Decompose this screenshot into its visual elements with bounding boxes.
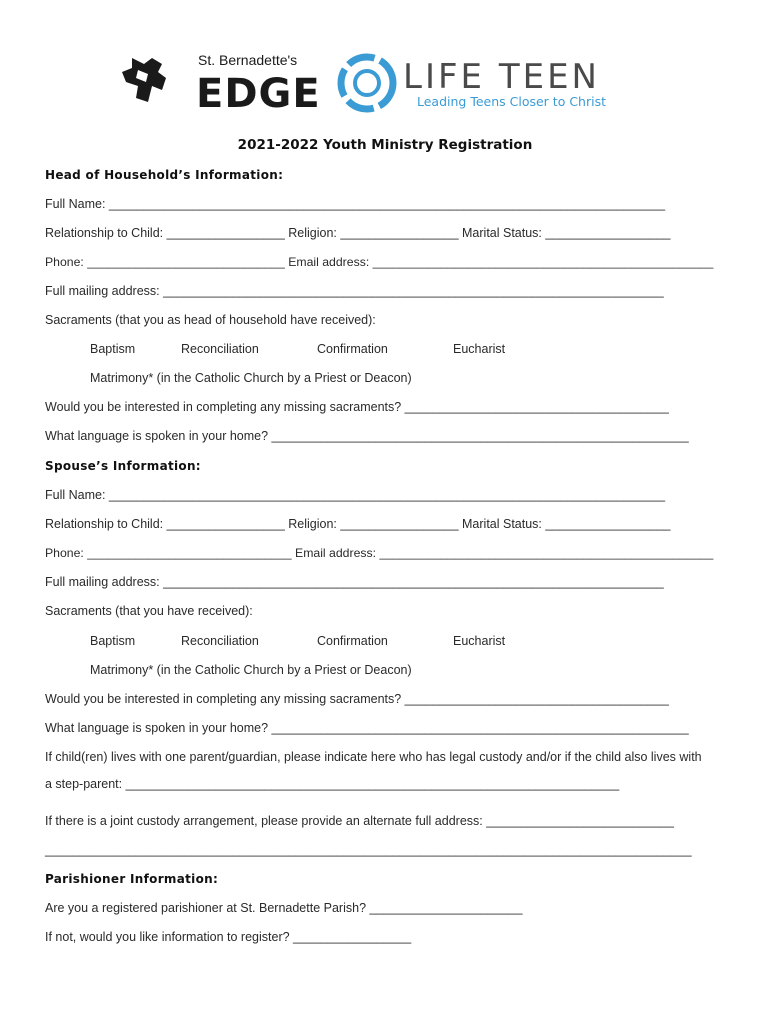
spouse-full-name-field[interactable]: Full Name: ________________________________________________________________________________ bbox=[45, 488, 666, 502]
joint-custody-address-field[interactable]: If there is a joint custody arrangement, please provide an alternate full address: ___________________________ bbox=[45, 814, 674, 828]
spouse-sacrament-baptism[interactable]: Baptism bbox=[90, 634, 136, 648]
edge-logo-big-text: EDGE bbox=[196, 71, 321, 112]
head-home-language-field[interactable]: What language is spoken in your home? ____________________________________________________________ bbox=[45, 429, 689, 443]
head-sacrament-matrimony[interactable]: Matrimony* (in the Catholic Church by a Priest or Deacon) bbox=[90, 371, 412, 385]
spouse-mailing-address-field[interactable]: Full mailing address: ________________________________________________________________________ bbox=[45, 575, 664, 589]
joint-custody-address-continued-field[interactable]: _____________________________________________________________________________________________ bbox=[45, 843, 692, 857]
form-title: 2021-2022 Youth Ministry Registration bbox=[237, 137, 533, 153]
edge-logo-small-text: St. Bernadette's bbox=[198, 52, 298, 68]
custody-question: If child(ren) lives with one parent/guardian, please indicate here who has legal custody and/or if the child also lives with bbox=[45, 750, 702, 764]
head-of-household-heading: Head of Household’s Information: bbox=[45, 168, 284, 182]
spouse-sacrament-confirmation[interactable]: Confirmation bbox=[317, 634, 388, 648]
edge-logo bbox=[118, 50, 323, 112]
register-info-field[interactable]: If not, would you like information to register? _________________ bbox=[45, 930, 412, 944]
head-sacraments-label: Sacraments (that you as head of household have received): bbox=[45, 313, 376, 327]
parishioner-heading: Parishioner Information: bbox=[45, 872, 219, 886]
lifeteen-tagline: Leading Teens Closer to Christ bbox=[417, 94, 606, 109]
spouse-sacrament-eucharist[interactable]: Eucharist bbox=[453, 634, 506, 648]
head-sacrament-confirmation[interactable]: Confirmation bbox=[317, 342, 388, 356]
head-sacrament-eucharist[interactable]: Eucharist bbox=[453, 342, 506, 356]
spouse-missing-sacraments-field[interactable]: Would you be interested in completing any missing sacraments? ______________________________________ bbox=[45, 692, 669, 706]
spouse-phone-email-field[interactable]: Phone: ______________________________ Email address: _________________________________________________ bbox=[45, 546, 714, 560]
head-sacrament-baptism[interactable]: Baptism bbox=[90, 342, 136, 356]
step-parent-field[interactable]: a step-parent: _______________________________________________________________________ bbox=[45, 777, 620, 791]
head-sacrament-reconciliation[interactable]: Reconciliation bbox=[181, 342, 259, 356]
spouse-sacrament-reconciliation[interactable]: Reconciliation bbox=[181, 634, 259, 648]
head-relationship-religion-marital-field[interactable]: Relationship to Child: _________________ Religion: _________________ Marital Status: __________________ bbox=[45, 226, 671, 240]
lifeteen-emblem-icon bbox=[341, 57, 393, 109]
lifeteen-name: LIFE TEEN bbox=[403, 57, 600, 97]
cross-icon bbox=[122, 58, 166, 102]
head-phone-email-field[interactable]: Phone: _____________________________ Email address: __________________________________________________ bbox=[45, 255, 714, 269]
spouse-sacraments-label: Sacraments (that you have received): bbox=[45, 604, 253, 618]
spouse-heading: Spouse’s Information: bbox=[45, 459, 201, 473]
head-mailing-address-field[interactable]: Full mailing address: ________________________________________________________________________ bbox=[45, 284, 664, 298]
head-full-name-field[interactable]: Full Name: ________________________________________________________________________________ bbox=[45, 197, 666, 211]
head-missing-sacraments-field[interactable]: Would you be interested in completing any missing sacraments? ______________________________________ bbox=[45, 400, 669, 414]
spouse-relationship-religion-marital-field[interactable]: Relationship to Child: _________________ Religion: _________________ Marital Status: __________________ bbox=[45, 517, 671, 531]
spouse-sacrament-matrimony[interactable]: Matrimony* (in the Catholic Church by a Priest or Deacon) bbox=[90, 663, 412, 677]
lifeteen-logo bbox=[335, 50, 640, 116]
registered-parishioner-field[interactable]: Are you a registered parishioner at St. Bernadette Parish? ______________________ bbox=[45, 901, 523, 915]
spouse-home-language-field[interactable]: What language is spoken in your home? ____________________________________________________________ bbox=[45, 721, 689, 735]
